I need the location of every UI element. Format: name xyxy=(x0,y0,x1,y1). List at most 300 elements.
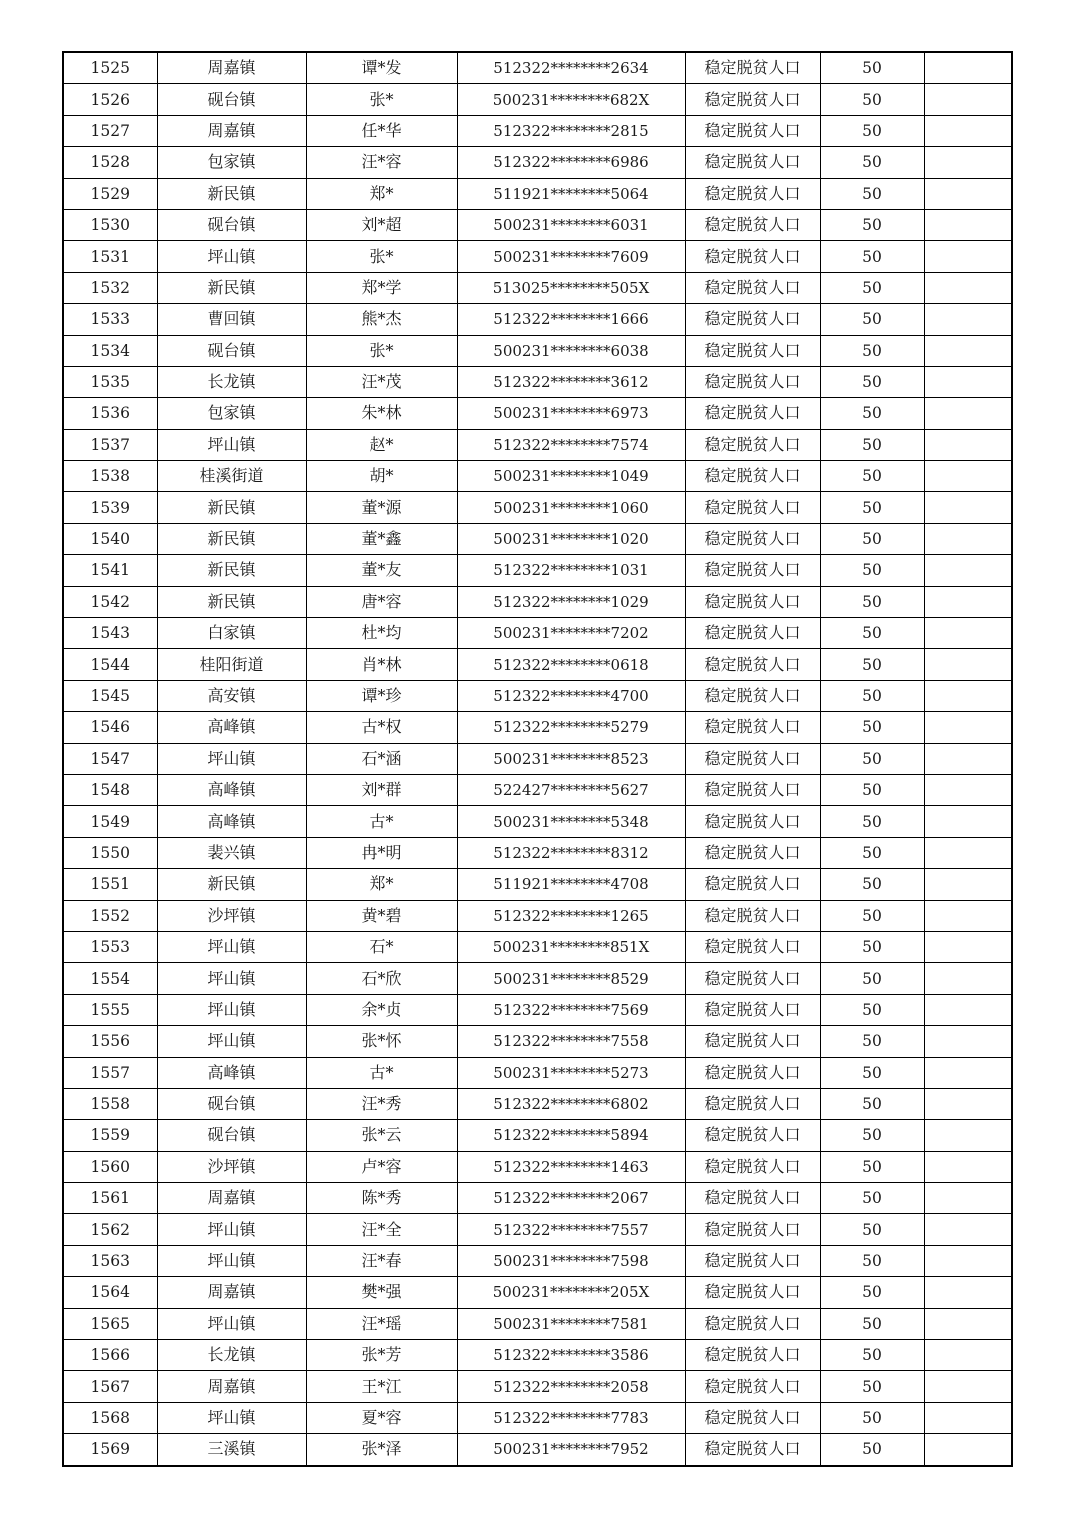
category-cell: 稳定脱贫人口 xyxy=(685,1402,820,1433)
amount-cell: 50 xyxy=(820,1340,924,1371)
amount-cell: 50 xyxy=(820,1026,924,1057)
town-cell: 新民镇 xyxy=(157,586,306,617)
remark-cell xyxy=(924,712,1012,743)
name-cell: 张* xyxy=(306,335,457,366)
serial-number-cell: 1568 xyxy=(63,1402,157,1433)
serial-number-cell: 1527 xyxy=(63,115,157,146)
name-cell: 唐*容 xyxy=(306,586,457,617)
town-cell: 包家镇 xyxy=(157,398,306,429)
amount-cell: 50 xyxy=(820,272,924,303)
amount-cell: 50 xyxy=(820,84,924,115)
table-row xyxy=(63,241,1012,272)
town-cell: 砚台镇 xyxy=(157,1088,306,1119)
town-cell: 周嘉镇 xyxy=(157,115,306,146)
amount-cell: 50 xyxy=(820,1308,924,1339)
town-cell: 砚台镇 xyxy=(157,1120,306,1151)
serial-number-cell: 1560 xyxy=(63,1151,157,1182)
remark-cell xyxy=(924,1214,1012,1245)
name-cell: 卢*容 xyxy=(306,1151,457,1182)
remark-cell xyxy=(924,900,1012,931)
name-cell: 熊*杰 xyxy=(306,304,457,335)
remark-cell xyxy=(924,209,1012,240)
category-cell: 稳定脱贫人口 xyxy=(685,1434,820,1466)
serial-number-cell: 1540 xyxy=(63,523,157,554)
name-cell: 董*鑫 xyxy=(306,523,457,554)
table-row xyxy=(63,586,1012,617)
serial-number-cell: 1557 xyxy=(63,1057,157,1088)
amount-cell: 50 xyxy=(820,398,924,429)
table-row xyxy=(63,272,1012,303)
id-number-cell: 512322********7783 xyxy=(457,1402,685,1433)
serial-number-cell: 1532 xyxy=(63,272,157,303)
table-row xyxy=(63,806,1012,837)
remark-cell xyxy=(924,680,1012,711)
category-cell: 稳定脱贫人口 xyxy=(685,1026,820,1057)
id-number-cell: 512322********1265 xyxy=(457,900,685,931)
town-cell: 周嘉镇 xyxy=(157,52,306,84)
town-cell: 坪山镇 xyxy=(157,994,306,1025)
category-cell: 稳定脱贫人口 xyxy=(685,1214,820,1245)
category-cell: 稳定脱贫人口 xyxy=(685,366,820,397)
amount-cell: 50 xyxy=(820,1277,924,1308)
town-cell: 周嘉镇 xyxy=(157,1277,306,1308)
remark-cell xyxy=(924,1088,1012,1119)
remark-cell xyxy=(924,1151,1012,1182)
table-row xyxy=(63,115,1012,146)
amount-cell: 50 xyxy=(820,712,924,743)
category-cell: 稳定脱贫人口 xyxy=(685,1371,820,1402)
remark-cell xyxy=(924,1183,1012,1214)
name-cell: 冉*明 xyxy=(306,837,457,868)
town-cell: 桂溪街道 xyxy=(157,461,306,492)
table-row xyxy=(63,994,1012,1025)
name-cell: 刘*群 xyxy=(306,774,457,805)
id-number-cell: 512322********6802 xyxy=(457,1088,685,1119)
category-cell: 稳定脱贫人口 xyxy=(685,837,820,868)
id-number-cell: 511921********4708 xyxy=(457,869,685,900)
table-row xyxy=(63,1120,1012,1151)
town-cell: 坪山镇 xyxy=(157,241,306,272)
table-row xyxy=(63,1088,1012,1119)
category-cell: 稳定脱贫人口 xyxy=(685,555,820,586)
town-cell: 坪山镇 xyxy=(157,1214,306,1245)
table-row xyxy=(63,1371,1012,1402)
category-cell: 稳定脱贫人口 xyxy=(685,1277,820,1308)
amount-cell: 50 xyxy=(820,147,924,178)
name-cell: 胡* xyxy=(306,461,457,492)
category-cell: 稳定脱贫人口 xyxy=(685,1308,820,1339)
category-cell: 稳定脱贫人口 xyxy=(685,1245,820,1276)
serial-number-cell: 1538 xyxy=(63,461,157,492)
id-number-cell: 500231********205X xyxy=(457,1277,685,1308)
name-cell: 刘*超 xyxy=(306,209,457,240)
name-cell: 陈*秀 xyxy=(306,1183,457,1214)
town-cell: 坪山镇 xyxy=(157,429,306,460)
town-cell: 周嘉镇 xyxy=(157,1371,306,1402)
name-cell: 张*芳 xyxy=(306,1340,457,1371)
id-number-cell: 513025********505X xyxy=(457,272,685,303)
remark-cell xyxy=(924,869,1012,900)
amount-cell: 50 xyxy=(820,115,924,146)
remark-cell xyxy=(924,1026,1012,1057)
serial-number-cell: 1525 xyxy=(63,52,157,84)
remark-cell xyxy=(924,52,1012,84)
remark-cell xyxy=(924,931,1012,962)
amount-cell: 50 xyxy=(820,963,924,994)
remark-cell xyxy=(924,115,1012,146)
serial-number-cell: 1545 xyxy=(63,680,157,711)
remark-cell xyxy=(924,1434,1012,1466)
table-row xyxy=(63,680,1012,711)
id-number-cell: 512322********3612 xyxy=(457,366,685,397)
id-number-cell: 500231********7952 xyxy=(457,1434,685,1466)
town-cell: 新民镇 xyxy=(157,178,306,209)
serial-number-cell: 1537 xyxy=(63,429,157,460)
category-cell: 稳定脱贫人口 xyxy=(685,963,820,994)
amount-cell: 50 xyxy=(820,1245,924,1276)
id-number-cell: 500231********8523 xyxy=(457,743,685,774)
town-cell: 新民镇 xyxy=(157,492,306,523)
town-cell: 高峰镇 xyxy=(157,1057,306,1088)
town-cell: 砚台镇 xyxy=(157,84,306,115)
amount-cell: 50 xyxy=(820,994,924,1025)
table-row xyxy=(63,1057,1012,1088)
name-cell: 汪*秀 xyxy=(306,1088,457,1119)
town-cell: 沙坪镇 xyxy=(157,1151,306,1182)
category-cell: 稳定脱贫人口 xyxy=(685,241,820,272)
serial-number-cell: 1531 xyxy=(63,241,157,272)
remark-cell xyxy=(924,147,1012,178)
serial-number-cell: 1536 xyxy=(63,398,157,429)
id-number-cell: 512322********2067 xyxy=(457,1183,685,1214)
name-cell: 董*友 xyxy=(306,555,457,586)
table-row xyxy=(63,555,1012,586)
id-number-cell: 500231********1060 xyxy=(457,492,685,523)
category-cell: 稳定脱贫人口 xyxy=(685,1340,820,1371)
id-number-cell: 512322********4700 xyxy=(457,680,685,711)
id-number-cell: 512322********7558 xyxy=(457,1026,685,1057)
category-cell: 稳定脱贫人口 xyxy=(685,209,820,240)
table-row xyxy=(63,1340,1012,1371)
table-row xyxy=(63,963,1012,994)
town-cell: 裴兴镇 xyxy=(157,837,306,868)
remark-cell xyxy=(924,994,1012,1025)
amount-cell: 50 xyxy=(820,1402,924,1433)
table-row xyxy=(63,774,1012,805)
serial-number-cell: 1530 xyxy=(63,209,157,240)
table-row xyxy=(63,209,1012,240)
serial-number-cell: 1534 xyxy=(63,335,157,366)
table-row xyxy=(63,429,1012,460)
town-cell: 高峰镇 xyxy=(157,806,306,837)
name-cell: 郑* xyxy=(306,869,457,900)
name-cell: 谭*发 xyxy=(306,52,457,84)
serial-number-cell: 1556 xyxy=(63,1026,157,1057)
category-cell: 稳定脱贫人口 xyxy=(685,994,820,1025)
name-cell: 汪*容 xyxy=(306,147,457,178)
table-row xyxy=(63,1245,1012,1276)
id-number-cell: 511921********5064 xyxy=(457,178,685,209)
table-row xyxy=(63,147,1012,178)
remark-cell xyxy=(924,837,1012,868)
roster-table-body xyxy=(63,52,1012,1466)
amount-cell: 50 xyxy=(820,1214,924,1245)
category-cell: 稳定脱贫人口 xyxy=(685,1088,820,1119)
amount-cell: 50 xyxy=(820,743,924,774)
table-row xyxy=(63,837,1012,868)
remark-cell xyxy=(924,84,1012,115)
id-number-cell: 512322********3586 xyxy=(457,1340,685,1371)
table-row xyxy=(63,900,1012,931)
id-number-cell: 512322********8312 xyxy=(457,837,685,868)
id-number-cell: 512322********1029 xyxy=(457,586,685,617)
name-cell: 张*泽 xyxy=(306,1434,457,1466)
id-number-cell: 512322********1031 xyxy=(457,555,685,586)
remark-cell xyxy=(924,774,1012,805)
table-row xyxy=(63,398,1012,429)
remark-cell xyxy=(924,1120,1012,1151)
id-number-cell: 500231********1020 xyxy=(457,523,685,554)
serial-number-cell: 1549 xyxy=(63,806,157,837)
name-cell: 肖*林 xyxy=(306,649,457,680)
table-row xyxy=(63,1402,1012,1433)
category-cell: 稳定脱贫人口 xyxy=(685,869,820,900)
name-cell: 汪*茂 xyxy=(306,366,457,397)
remark-cell xyxy=(924,1371,1012,1402)
remark-cell xyxy=(924,178,1012,209)
remark-cell xyxy=(924,461,1012,492)
town-cell: 沙坪镇 xyxy=(157,900,306,931)
table-row xyxy=(63,335,1012,366)
remark-cell xyxy=(924,398,1012,429)
serial-number-cell: 1551 xyxy=(63,869,157,900)
amount-cell: 50 xyxy=(820,523,924,554)
id-number-cell: 512322********1463 xyxy=(457,1151,685,1182)
amount-cell: 50 xyxy=(820,900,924,931)
town-cell: 砚台镇 xyxy=(157,335,306,366)
category-cell: 稳定脱贫人口 xyxy=(685,304,820,335)
table-row xyxy=(63,1026,1012,1057)
id-number-cell: 512322********7574 xyxy=(457,429,685,460)
category-cell: 稳定脱贫人口 xyxy=(685,1120,820,1151)
category-cell: 稳定脱贫人口 xyxy=(685,272,820,303)
table-row xyxy=(63,461,1012,492)
table-row xyxy=(63,1151,1012,1182)
table-row xyxy=(63,1434,1012,1466)
town-cell: 坪山镇 xyxy=(157,1245,306,1276)
serial-number-cell: 1550 xyxy=(63,837,157,868)
id-number-cell: 500231********7581 xyxy=(457,1308,685,1339)
amount-cell: 50 xyxy=(820,837,924,868)
serial-number-cell: 1542 xyxy=(63,586,157,617)
serial-number-cell: 1565 xyxy=(63,1308,157,1339)
category-cell: 稳定脱贫人口 xyxy=(685,774,820,805)
id-number-cell: 512322********7557 xyxy=(457,1214,685,1245)
town-cell: 高峰镇 xyxy=(157,712,306,743)
serial-number-cell: 1564 xyxy=(63,1277,157,1308)
amount-cell: 50 xyxy=(820,1434,924,1466)
serial-number-cell: 1562 xyxy=(63,1214,157,1245)
amount-cell: 50 xyxy=(820,335,924,366)
name-cell: 杜*均 xyxy=(306,618,457,649)
name-cell: 赵* xyxy=(306,429,457,460)
serial-number-cell: 1539 xyxy=(63,492,157,523)
remark-cell xyxy=(924,1245,1012,1276)
amount-cell: 50 xyxy=(820,304,924,335)
name-cell: 汪*瑶 xyxy=(306,1308,457,1339)
remark-cell xyxy=(924,241,1012,272)
town-cell: 包家镇 xyxy=(157,147,306,178)
serial-number-cell: 1552 xyxy=(63,900,157,931)
id-number-cell: 500231********7609 xyxy=(457,241,685,272)
amount-cell: 50 xyxy=(820,1088,924,1119)
serial-number-cell: 1555 xyxy=(63,994,157,1025)
town-cell: 桂阳街道 xyxy=(157,649,306,680)
id-number-cell: 500231********6038 xyxy=(457,335,685,366)
name-cell: 任*华 xyxy=(306,115,457,146)
category-cell: 稳定脱贫人口 xyxy=(685,586,820,617)
amount-cell: 50 xyxy=(820,1120,924,1151)
category-cell: 稳定脱贫人口 xyxy=(685,429,820,460)
table-row xyxy=(63,84,1012,115)
remark-cell xyxy=(924,1057,1012,1088)
table-row xyxy=(63,931,1012,962)
id-number-cell: 500231********7202 xyxy=(457,618,685,649)
remark-cell xyxy=(924,963,1012,994)
serial-number-cell: 1559 xyxy=(63,1120,157,1151)
table-row xyxy=(63,52,1012,84)
remark-cell xyxy=(924,806,1012,837)
category-cell: 稳定脱贫人口 xyxy=(685,115,820,146)
category-cell: 稳定脱贫人口 xyxy=(685,900,820,931)
remark-cell xyxy=(924,304,1012,335)
serial-number-cell: 1546 xyxy=(63,712,157,743)
category-cell: 稳定脱贫人口 xyxy=(685,680,820,711)
town-cell: 高安镇 xyxy=(157,680,306,711)
amount-cell: 50 xyxy=(820,492,924,523)
id-number-cell: 500231********5348 xyxy=(457,806,685,837)
id-number-cell: 512322********1666 xyxy=(457,304,685,335)
remark-cell xyxy=(924,555,1012,586)
remark-cell xyxy=(924,366,1012,397)
table-row xyxy=(63,523,1012,554)
remark-cell xyxy=(924,523,1012,554)
remark-cell xyxy=(924,618,1012,649)
amount-cell: 50 xyxy=(820,1371,924,1402)
name-cell: 汪*全 xyxy=(306,1214,457,1245)
name-cell: 古* xyxy=(306,806,457,837)
id-number-cell: 500231********682X xyxy=(457,84,685,115)
town-cell: 新民镇 xyxy=(157,272,306,303)
serial-number-cell: 1528 xyxy=(63,147,157,178)
amount-cell: 50 xyxy=(820,806,924,837)
serial-number-cell: 1544 xyxy=(63,649,157,680)
serial-number-cell: 1563 xyxy=(63,1245,157,1276)
amount-cell: 50 xyxy=(820,366,924,397)
category-cell: 稳定脱贫人口 xyxy=(685,178,820,209)
name-cell: 夏*容 xyxy=(306,1402,457,1433)
town-cell: 坪山镇 xyxy=(157,1308,306,1339)
category-cell: 稳定脱贫人口 xyxy=(685,743,820,774)
amount-cell: 50 xyxy=(820,209,924,240)
category-cell: 稳定脱贫人口 xyxy=(685,649,820,680)
town-cell: 新民镇 xyxy=(157,523,306,554)
category-cell: 稳定脱贫人口 xyxy=(685,523,820,554)
town-cell: 周嘉镇 xyxy=(157,1183,306,1214)
table-row xyxy=(63,1277,1012,1308)
table-row xyxy=(63,618,1012,649)
amount-cell: 50 xyxy=(820,555,924,586)
serial-number-cell: 1529 xyxy=(63,178,157,209)
amount-cell: 50 xyxy=(820,869,924,900)
name-cell: 张*怀 xyxy=(306,1026,457,1057)
name-cell: 石*涵 xyxy=(306,743,457,774)
name-cell: 朱*林 xyxy=(306,398,457,429)
id-number-cell: 512322********5279 xyxy=(457,712,685,743)
amount-cell: 50 xyxy=(820,586,924,617)
serial-number-cell: 1569 xyxy=(63,1434,157,1466)
town-cell: 砚台镇 xyxy=(157,209,306,240)
serial-number-cell: 1558 xyxy=(63,1088,157,1119)
category-cell: 稳定脱贫人口 xyxy=(685,84,820,115)
name-cell: 董*源 xyxy=(306,492,457,523)
serial-number-cell: 1561 xyxy=(63,1183,157,1214)
name-cell: 张*云 xyxy=(306,1120,457,1151)
amount-cell: 50 xyxy=(820,618,924,649)
id-number-cell: 512322********7569 xyxy=(457,994,685,1025)
remark-cell xyxy=(924,1308,1012,1339)
id-number-cell: 512322********0618 xyxy=(457,649,685,680)
table-row xyxy=(63,649,1012,680)
town-cell: 坪山镇 xyxy=(157,931,306,962)
amount-cell: 50 xyxy=(820,241,924,272)
remark-cell xyxy=(924,492,1012,523)
remark-cell xyxy=(924,272,1012,303)
table-row xyxy=(63,492,1012,523)
table-row xyxy=(63,712,1012,743)
serial-number-cell: 1526 xyxy=(63,84,157,115)
table-row xyxy=(63,1308,1012,1339)
town-cell: 新民镇 xyxy=(157,869,306,900)
table-row xyxy=(63,869,1012,900)
name-cell: 黄*碧 xyxy=(306,900,457,931)
id-number-cell: 512322********2815 xyxy=(457,115,685,146)
serial-number-cell: 1535 xyxy=(63,366,157,397)
table-row xyxy=(63,743,1012,774)
town-cell: 坪山镇 xyxy=(157,743,306,774)
id-number-cell: 500231********1049 xyxy=(457,461,685,492)
id-number-cell: 500231********6031 xyxy=(457,209,685,240)
name-cell: 余*贞 xyxy=(306,994,457,1025)
remark-cell xyxy=(924,1277,1012,1308)
name-cell: 古* xyxy=(306,1057,457,1088)
id-number-cell: 500231********8529 xyxy=(457,963,685,994)
table-row xyxy=(63,1183,1012,1214)
category-cell: 稳定脱贫人口 xyxy=(685,461,820,492)
serial-number-cell: 1566 xyxy=(63,1340,157,1371)
town-cell: 坪山镇 xyxy=(157,1402,306,1433)
amount-cell: 50 xyxy=(820,931,924,962)
amount-cell: 50 xyxy=(820,1183,924,1214)
name-cell: 古*权 xyxy=(306,712,457,743)
roster-table xyxy=(62,51,1013,1467)
name-cell: 石* xyxy=(306,931,457,962)
serial-number-cell: 1548 xyxy=(63,774,157,805)
amount-cell: 50 xyxy=(820,429,924,460)
category-cell: 稳定脱贫人口 xyxy=(685,931,820,962)
name-cell: 张* xyxy=(306,241,457,272)
category-cell: 稳定脱贫人口 xyxy=(685,1183,820,1214)
